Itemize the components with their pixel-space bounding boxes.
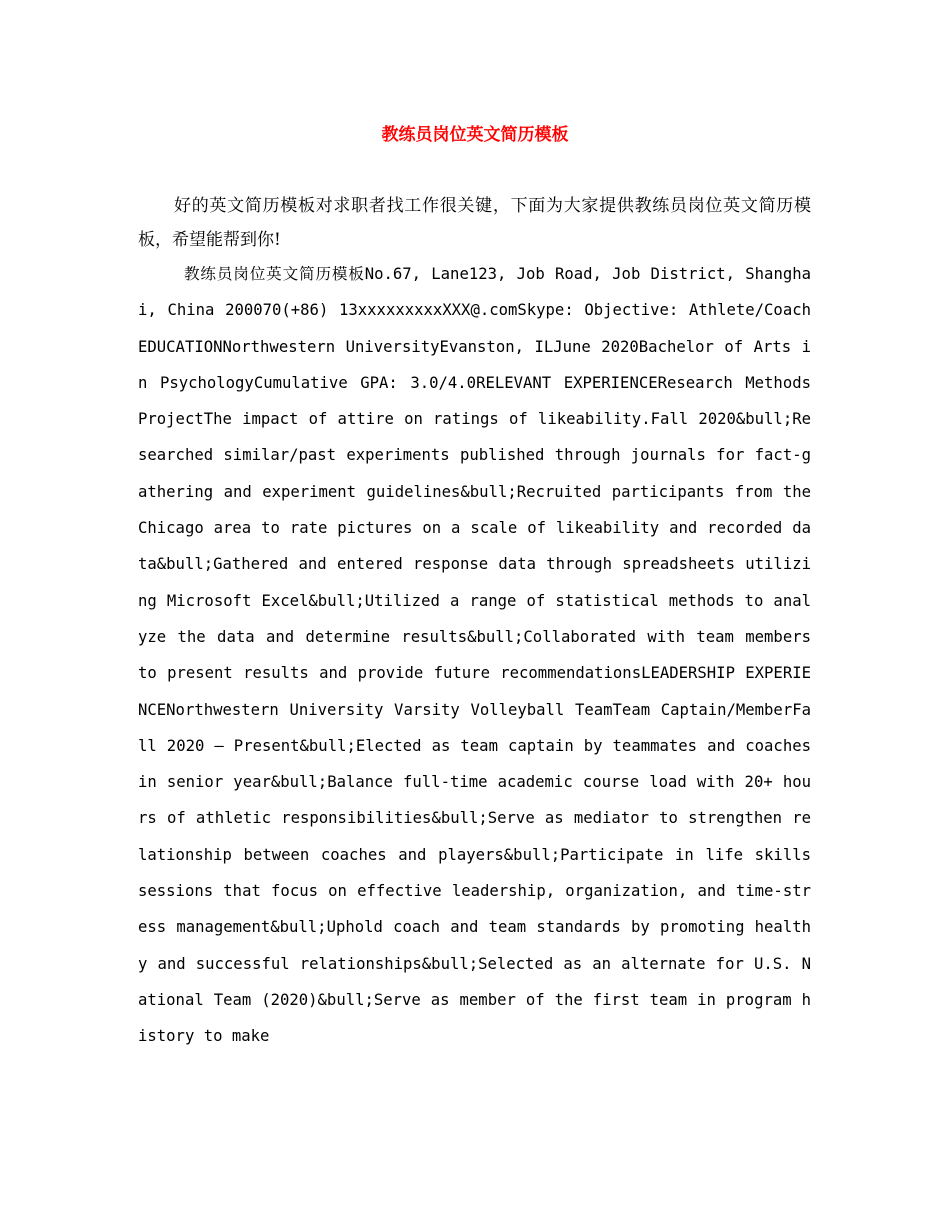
intro-paragraph: 好的英文简历模板对求职者找工作很关键，下面为大家提供教练员岗位英文简历模板，希望能帮到你! (138, 196, 811, 250)
document-title: 教练员岗位英文简历模板 (381, 125, 569, 145)
resume-body-paragraph: 教练员岗位英文简历模板No.67, Lane123, Job Road, Job District, Shanghai, China 200070(+86) 13xxxxxxxxxXXX@.comSkype: Objective: Athlete/CoachEDUCATIONNorthwestern UniversityEvanston, ILJune 2020Bachelor of Arts in PsychologyCumulative GPA: 3.0/4.0RELEVANT EXPERIENCEResearch Methods ProjectThe impact of attire on ratings of likeability.Fall 2020&bull;Researched similar/past experiments published through journals for fact-gathering and experiment guidelines&bull;Recruited participants from the Chicago area to rate pictures on a scale of likeability and recorded data&bull;Gathered and entered response data through spreadsheets utilizing Microsoft Excel&bull;Utilized a range of statistical methods to analyze the data and determine results&bull;Collaborated with team members to present results and provide future recommendationsLEADERSHIP EXPERIENCENorthwestern University Varsity Volleyball TeamTeam Captain/MemberFall 2020 – Present&bull;Elected as team captain by teammates and coaches in senior year&bull;Balance full-time academic course load with 20+ hours of athletic responsibilities&bull;Serve as mediator to strengthen relationship between coaches and players&bull;Participate in life skills sessions that focus on effective leadership, organization, and time-stress management&bull;Uphold coach and team standards by promoting healthy and successful relationships&bull;Selected as an alternate for U.S. National Team (2020)&bull;Serve as member of the first team in program history to make (138, 265, 811, 1046)
